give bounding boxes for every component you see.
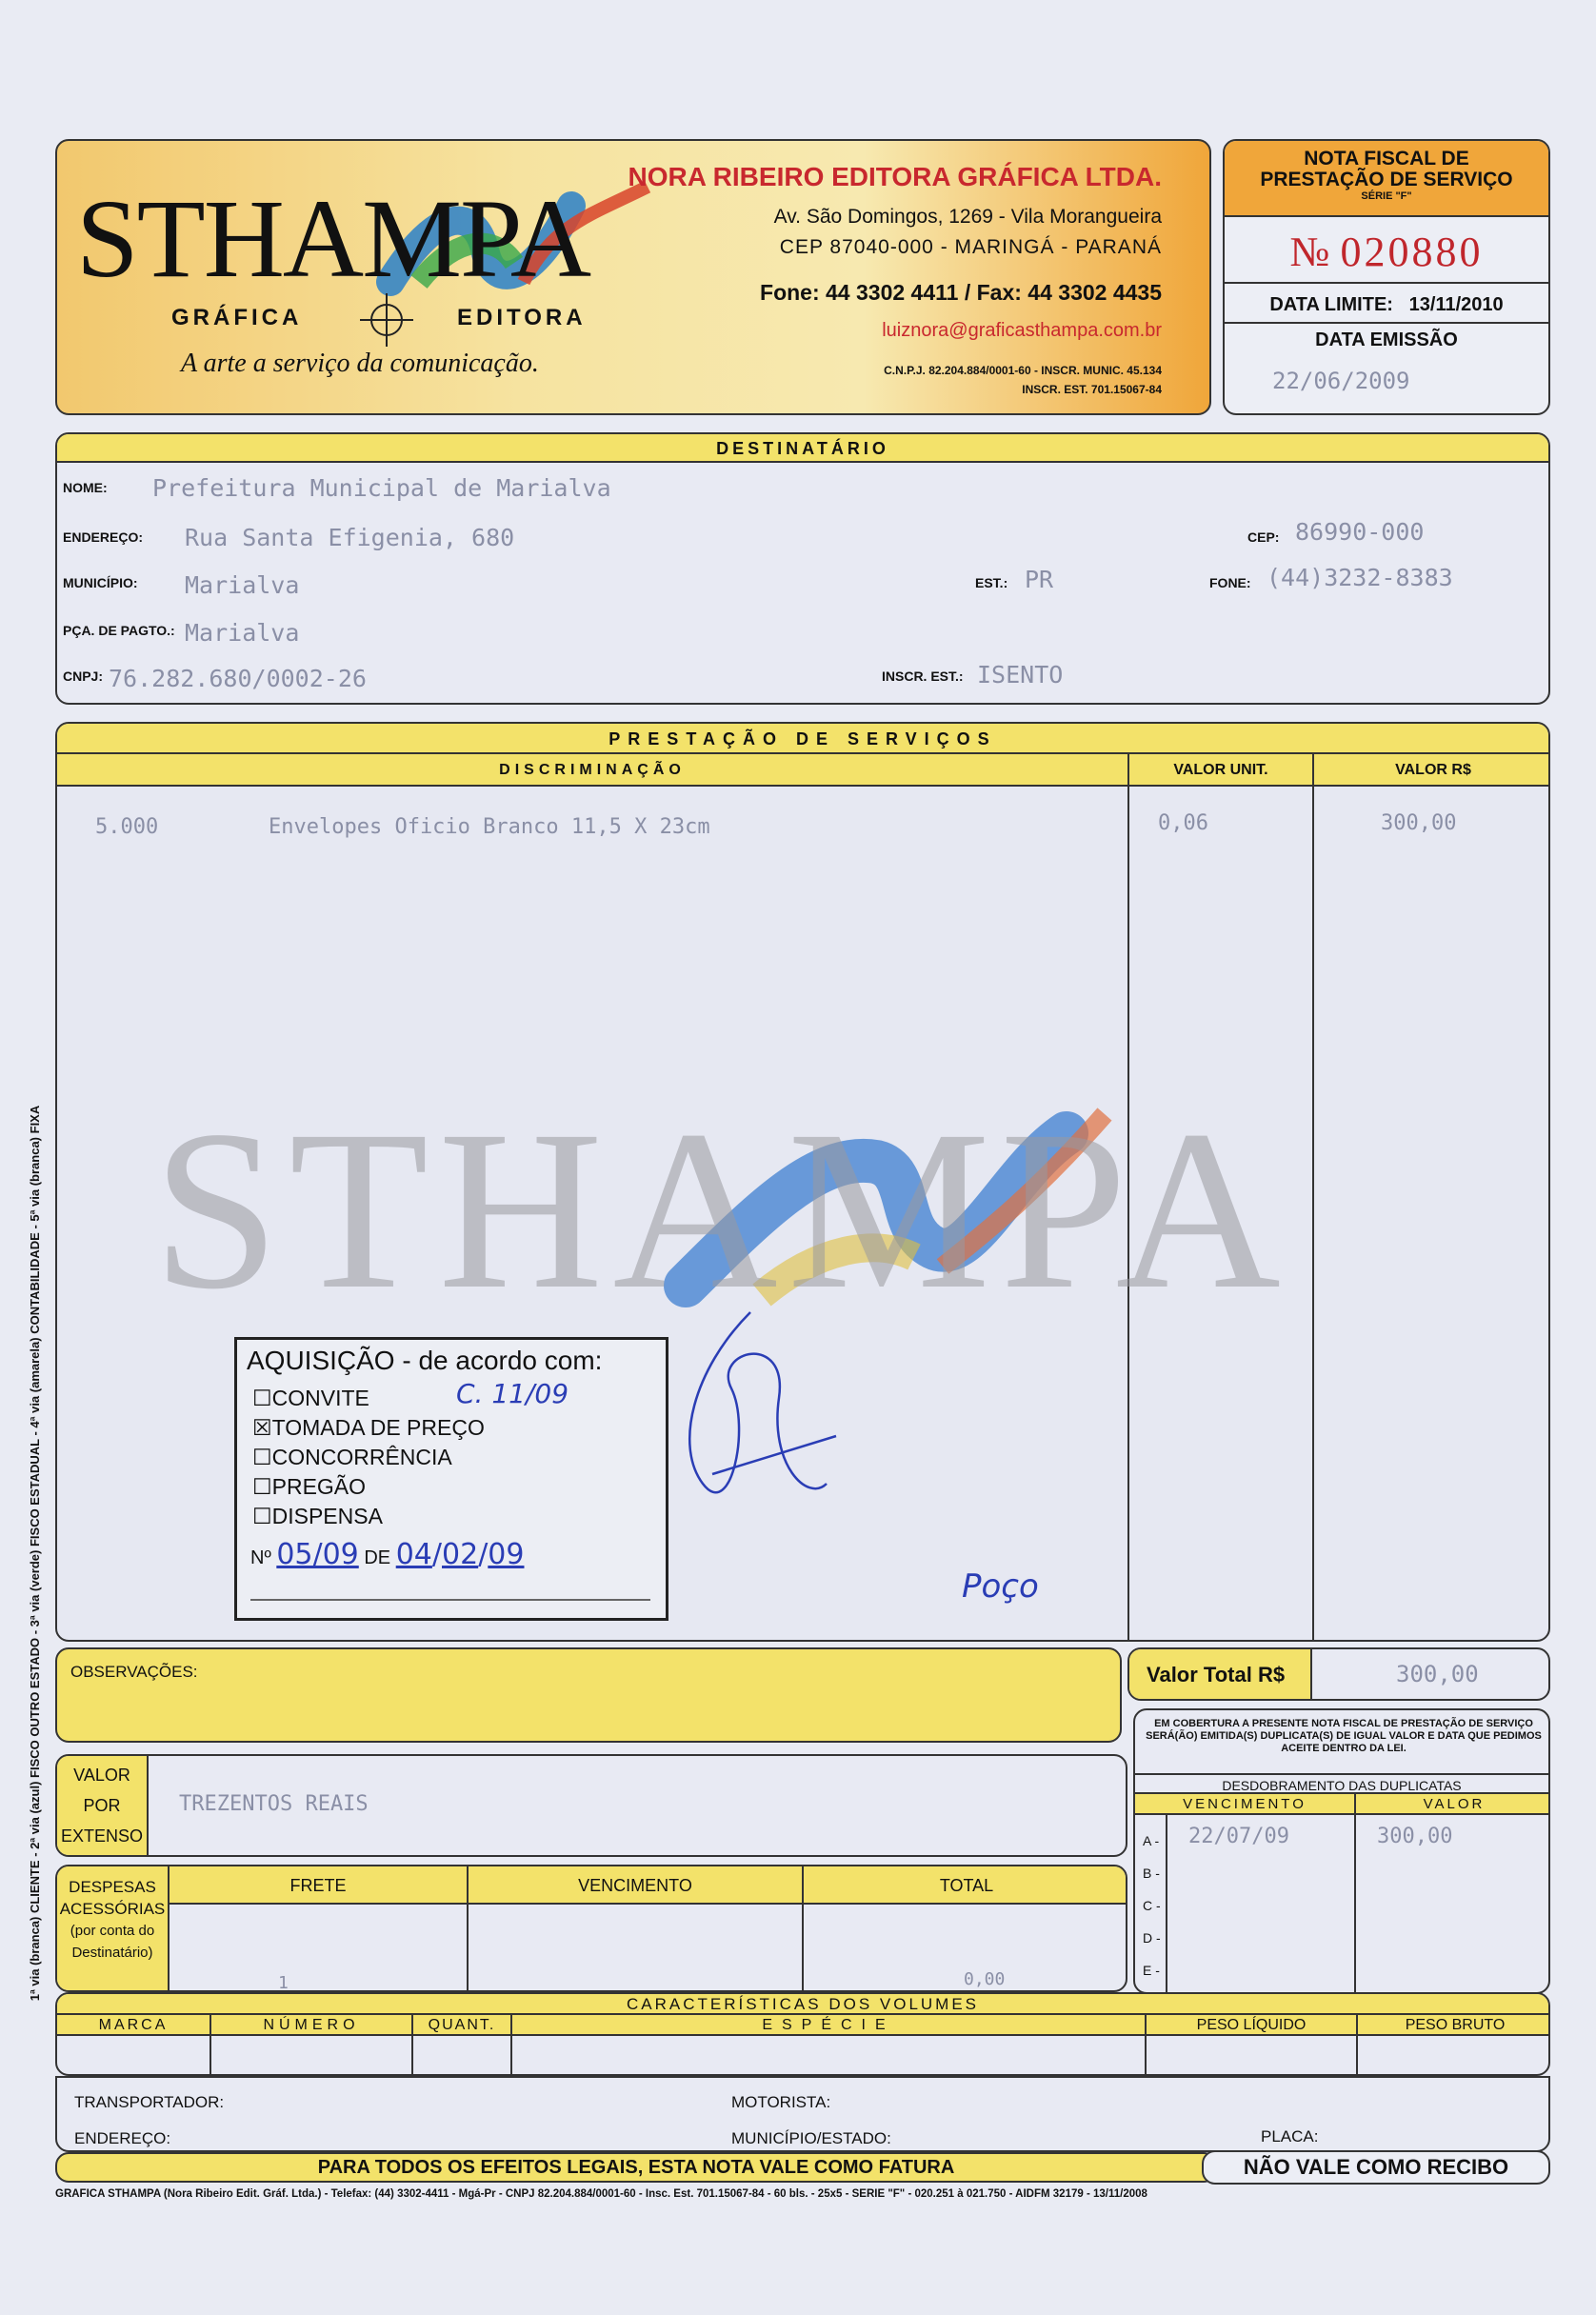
stamp-option-concorrencia — [252, 1443, 538, 1472]
nota-number — [1225, 221, 1548, 284]
divider — [510, 2015, 512, 2076]
nota-serie: SÉRIE "F" — [1361, 190, 1412, 202]
divider — [209, 2015, 211, 2076]
item-qty: 5.000 — [95, 815, 159, 839]
col-especie: ESPÉCIE — [762, 2017, 895, 2033]
pca-label: PÇA. DE PAGTO.: — [63, 623, 175, 638]
transportador-label: TRANSPORTADOR: — [74, 2093, 225, 2111]
dup-row-a: A - — [1143, 1833, 1160, 1848]
number-value: 020880 — [1340, 229, 1484, 275]
signature-scribble — [674, 1293, 846, 1522]
col-discriminacao: DISCRIMINAÇÃO — [499, 762, 686, 778]
logo-text: STHAMPA — [76, 176, 590, 301]
col-numero: NÚMERO — [263, 2017, 360, 2033]
col-peso-bruto: PESO BRUTO — [1405, 2017, 1506, 2033]
stamp-no-value: 05/09 — [276, 1538, 359, 1571]
est-label: EST.: — [975, 575, 1008, 590]
col-valor-dup: VALOR — [1423, 1796, 1486, 1812]
desdobramento-section — [1133, 1708, 1550, 1994]
despesas-label-2: ACESSÓRIAS — [59, 1900, 166, 1918]
cnpj-label: CNPJ: — [63, 669, 104, 684]
number-sign: № — [1289, 229, 1330, 275]
data-limite — [1225, 286, 1548, 324]
printer-line: GRÁFICA STHAMPA (Nora Ribeiro Edit. Gráf. Ltda.) - Telefax: (44) 3302-4411 - Mgá-Pr - CNPJ 82.204.884/0001-60 - Insc. Est. 701.15067-84 - 60 bls. - 25x5 - SÉRIE "F" - 020.251 à 021.750 - AIDFM 32179 - 13/11/2008 — [55, 2188, 1147, 2200]
destinatario-section — [55, 432, 1550, 705]
option-label: CONVITE — [271, 1386, 369, 1410]
despesas-label-4: Destinatário) — [71, 1945, 153, 1961]
nota-title-line1: NOTA FISCAL DE — [1304, 148, 1469, 170]
frete-value: 1 — [278, 1973, 289, 1992]
stamp-de-label: DE — [364, 1547, 391, 1568]
col-total: TOTAL — [939, 1876, 994, 1895]
side-copy-legend — [28, 791, 49, 2315]
divider — [1145, 2015, 1147, 2076]
observacoes-label: OBSERVAÇÕES: — [70, 1663, 198, 1681]
stamp-date-month: 02 — [442, 1538, 479, 1571]
stamp-option-dispensa — [252, 1502, 538, 1531]
stamp-handwritten-note: C. 11/09 — [456, 1378, 569, 1409]
company-email: luiznora@graficasthampa.com.br — [882, 320, 1162, 341]
col-vencimento: VENCIMENTO — [1183, 1796, 1307, 1812]
despesas-label-1: DESPESAS — [69, 1878, 156, 1896]
watermark-text: STHAMPA — [152, 1083, 1290, 1336]
stamp-signature-line — [250, 1599, 650, 1601]
checkbox-icon: ☐ — [252, 1504, 272, 1528]
col-marca: MARCA — [98, 2017, 169, 2033]
date-separator: / — [478, 1538, 489, 1571]
divider — [1166, 1815, 1167, 1994]
cep-label: CEP: — [1247, 529, 1280, 545]
company-logo — [76, 168, 724, 310]
desdobramento-title: DESDOBRAMENTO DAS DUPLICATAS — [1135, 1773, 1548, 1794]
volumes-section — [55, 1992, 1550, 2076]
endereco-label: ENDEREÇO: — [63, 529, 144, 545]
logo-subtitle-grafica: GRÁFICA — [171, 305, 303, 330]
dup-row-c: C - — [1143, 1898, 1161, 1913]
checkbox-icon: ☐ — [252, 1474, 272, 1499]
volumes-title: CARACTERÍSTICAS DOS VOLUMES — [57, 1994, 1548, 2015]
company-phone: Fone: 44 3302 4411 / Fax: 44 3302 4435 — [760, 280, 1162, 305]
divider — [411, 2015, 413, 2076]
company-inscr: INSCR. EST. 701.15067-84 — [1022, 383, 1162, 396]
item-total: 300,00 — [1381, 811, 1457, 835]
signature-text: Poço — [962, 1567, 1039, 1606]
servicos-title: PRESTAÇÃO DE SERVIÇOS — [57, 724, 1548, 754]
date-separator: / — [431, 1538, 442, 1571]
option-label: TOMADA DE PREÇO — [271, 1415, 485, 1440]
dup-a-vencimento: 22/07/09 — [1188, 1825, 1289, 1848]
stamp-number-line — [250, 1538, 524, 1571]
item-unit-price: 0,06 — [1158, 811, 1208, 835]
valor-total-value: 300,00 — [1396, 1661, 1479, 1687]
municipio-transp-label: MUNICÍPIO/ESTADO: — [731, 2129, 891, 2147]
option-label: PREGÃO — [271, 1474, 367, 1499]
stamp-date-day: 04 — [395, 1538, 432, 1571]
motorista-label: MOTORISTA: — [731, 2093, 831, 2111]
dup-row-e: E - — [1143, 1963, 1160, 1978]
company-cep-city: CEP 87040-000 - MARINGÁ - PARANÁ — [779, 236, 1162, 258]
data-emissao-label: DATA EMISSÃO — [1315, 329, 1458, 350]
placa-label: PLACA: — [1261, 2127, 1319, 2145]
stamp-no-label: Nº — [250, 1547, 271, 1568]
nota-fiscal-box — [1223, 139, 1550, 415]
fone-value: (44)3232-8383 — [1267, 564, 1453, 591]
despesas-label-cell — [57, 1866, 170, 1990]
option-label: DISPENSA — [271, 1504, 383, 1528]
observacoes-section — [55, 1647, 1122, 1743]
checkbox-icon: ☐ — [252, 1386, 272, 1410]
nota-title-line2: PRESTAÇÃO DE SERVIÇO — [1260, 169, 1513, 190]
cep-value: 86990-000 — [1295, 518, 1425, 546]
extenso-label-2: POR — [83, 1796, 121, 1815]
valor-total-label: Valor Total R$ — [1147, 1663, 1286, 1686]
option-label: CONCORRÊNCIA — [271, 1445, 452, 1469]
logo-subtitle-editora: EDITORA — [457, 305, 587, 330]
transporte-section — [55, 2076, 1550, 2152]
col-quant: QUANT. — [428, 2017, 496, 2033]
slogan: A arte a serviço da comunicação. — [181, 349, 539, 378]
stamp-option-pregao — [252, 1472, 538, 1502]
legal-footer — [55, 2152, 1217, 2183]
recibo-text: NÃO VALE COMO RECIBO — [1243, 2155, 1509, 2179]
checked-checkbox-icon: ☒ — [252, 1415, 272, 1440]
crosshair-icon — [360, 293, 413, 347]
col-frete: FRETE — [289, 1876, 347, 1895]
municipio-label: MUNICÍPIO: — [63, 575, 138, 590]
extenso-label-cell — [57, 1756, 149, 1855]
despesas-label-3: (por conta do — [70, 1923, 155, 1939]
stamp-date-year: 09 — [488, 1538, 525, 1571]
dup-row-labels — [1143, 1825, 1161, 1986]
company-header — [55, 139, 1211, 415]
dup-row-b: B - — [1143, 1866, 1160, 1881]
cnpj-value: 76.282.680/0002-26 — [109, 665, 367, 692]
nome-label: NOME: — [63, 480, 108, 495]
dup-row-d: D - — [1143, 1930, 1161, 1946]
est-value: PR — [1025, 566, 1054, 593]
total-value: 0,00 — [964, 1969, 1006, 1989]
inscr-label: INSCR. EST.: — [882, 669, 964, 684]
col-valor-unit: VALOR UNIT. — [1173, 762, 1268, 778]
nota-title-area — [1225, 141, 1548, 217]
item-description: Envelopes Oficio Branco 11,5 X 23cm — [269, 815, 710, 839]
extenso-section — [55, 1754, 1127, 1857]
company-cnpj: C.N.P.J. 82.204.884/0001-60 - INSCR. MUNIC. 45.134 — [884, 364, 1162, 377]
extenso-label-3: EXTENSO — [60, 1826, 144, 1846]
stamp-option-tomada — [252, 1413, 538, 1443]
col-peso-liquido: PESO LÍQUIDO — [1196, 2017, 1307, 2033]
data-emissao-value: 22/06/2009 — [1272, 368, 1410, 394]
divider — [1354, 1794, 1356, 1994]
col-vencimento-desp: VENCIMENTO — [578, 1876, 692, 1895]
extenso-label-1: VALOR — [73, 1766, 130, 1785]
municipio-value: Marialva — [185, 571, 300, 599]
company-name: NORA RIBEIRO EDITORA GRÁFICA LTDA. — [628, 162, 1162, 191]
aquisicao-stamp — [234, 1337, 668, 1621]
legal-text: PARA TODOS OS EFEITOS LEGAIS, ESTA NOTA VALE COMO FATURA — [317, 2157, 955, 2178]
divider — [1356, 2015, 1358, 2076]
endereco-transp-label: ENDEREÇO: — [74, 2129, 171, 2147]
pca-value: Marialva — [185, 619, 300, 647]
divider — [467, 1866, 469, 1992]
company-address: Av. São Domingos, 1269 - Vila Morangueira — [773, 206, 1162, 228]
side-copy-text: 1ª via (branca) CLIENTE - 2ª via (azul) FISCO OUTRO ESTADO - 3ª via (verde) FISCO ESTADUAL - 4ª via (amarela) CONTABILIDADE - 5ª via (branca) FIXA — [28, 1105, 42, 2002]
recibo-footer — [1202, 2150, 1550, 2185]
servicos-section — [55, 722, 1550, 1642]
destinatario-title: DESTINATÁRIO — [57, 434, 1548, 463]
checkbox-icon: ☐ — [252, 1445, 272, 1469]
data-limite-value: 13/11/2010 — [1408, 294, 1504, 315]
endereco-value: Rua Santa Efigenia, 680 — [185, 524, 515, 551]
data-limite-label: DATA LIMITE: — [1269, 294, 1393, 315]
stamp-title: AQUISIÇÃO - de acordo com: — [247, 1346, 603, 1375]
watermark — [152, 1083, 1486, 1336]
valor-total-box — [1127, 1647, 1550, 1701]
col-valor: VALOR R$ — [1395, 762, 1471, 778]
divider — [802, 1866, 804, 1992]
nome-value: Prefeitura Municipal de Marialva — [152, 474, 611, 502]
fone-label: FONE: — [1209, 575, 1251, 590]
dup-a-valor: 300,00 — [1377, 1825, 1453, 1848]
cobertura-text: EM COBERTURA A PRESENTE NOTA FISCAL DE PRESTAÇÃO DE SERVIÇO SERÁ(ÃO) EMITIDA(S) DUPLICATA(S) DE IGUAL VALOR E DATA QUE PEDIMOS ACEITE DENTRO DA LEI. — [1146, 1718, 1542, 1754]
despesas-section — [55, 1865, 1127, 1992]
inscr-value: ISENTO — [977, 661, 1064, 689]
extenso-value: TREZENTOS REAIS — [179, 1792, 369, 1816]
